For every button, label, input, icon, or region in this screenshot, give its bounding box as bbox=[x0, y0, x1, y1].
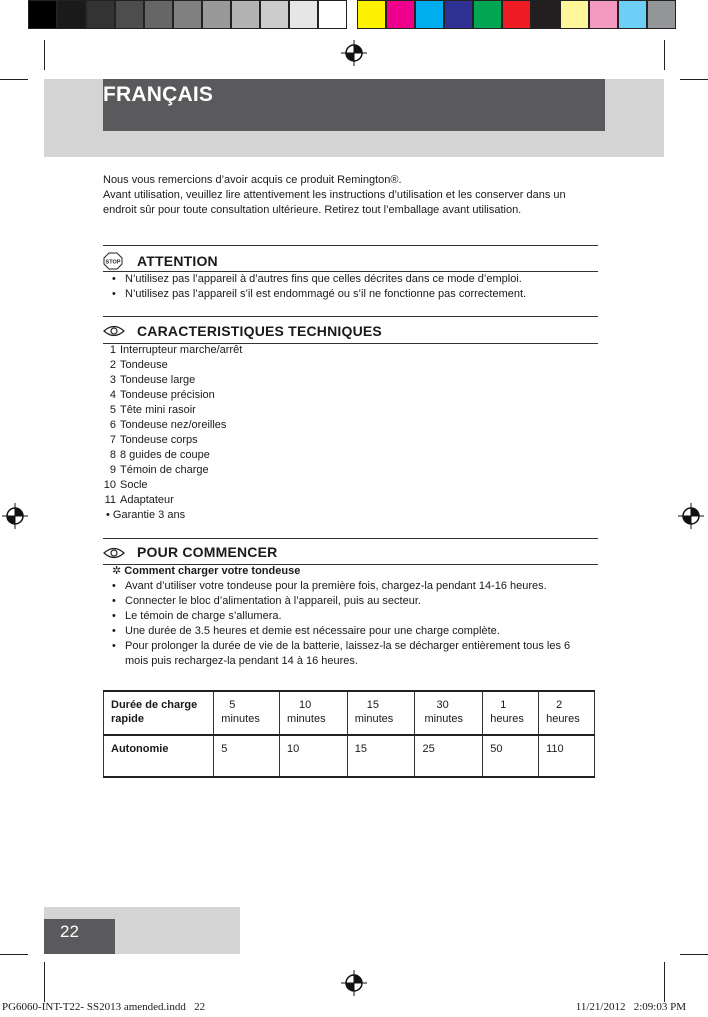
intro-paragraph bbox=[103, 173, 583, 218]
item-label: Tondeuse corps bbox=[120, 434, 198, 446]
item-label: Tondeuse précision bbox=[120, 389, 215, 401]
item-number: 4 bbox=[109, 389, 116, 401]
stop-icon bbox=[103, 252, 123, 270]
registration-mark-icon bbox=[678, 503, 704, 529]
item-number: 8 bbox=[109, 449, 116, 461]
list-item bbox=[94, 358, 242, 373]
section-title-caracteristiques: CARACTERISTIQUES TECHNIQUES bbox=[137, 323, 382, 339]
list-item: • Pour prolonger la durée de vie de la batterie, laissez-la se décharger entièrement tous les 6 mois puis rechargez-la pendant 14 à 16 heures. bbox=[103, 639, 593, 669]
section-title-attention: ATTENTION bbox=[137, 253, 218, 269]
page-number-box bbox=[44, 919, 115, 954]
list-item: • N’utilisez pas l’appareil s’il est endommagé ou s’il ne fonctionne pas correctement. bbox=[103, 287, 598, 302]
color-swatch bbox=[144, 0, 173, 29]
crop-mark bbox=[680, 954, 708, 955]
color-swatch bbox=[473, 0, 502, 29]
table-cell bbox=[214, 691, 280, 735]
registration-mark-icon bbox=[341, 40, 367, 66]
cell-value: 5 bbox=[229, 699, 236, 711]
features-list bbox=[94, 343, 242, 523]
intro-line: Nous vous remercions d’avoir acquis ce produit Remington®. bbox=[103, 174, 402, 186]
cell-value: 2 bbox=[556, 699, 563, 711]
table-cell bbox=[415, 691, 483, 735]
item-number: 3 bbox=[109, 374, 116, 386]
eye-icon bbox=[103, 324, 125, 338]
table-header-cell: Durée de charge rapide bbox=[104, 691, 214, 735]
subsection-title-text: Comment charger votre tondeuse bbox=[124, 565, 301, 577]
color-swatch bbox=[589, 0, 618, 29]
table-cell bbox=[483, 691, 539, 735]
table-cell bbox=[280, 691, 348, 735]
color-swatch bbox=[231, 0, 260, 29]
table-cell: 5 bbox=[214, 735, 280, 777]
table-cell: 15 bbox=[347, 735, 415, 777]
cell-value: 15 bbox=[366, 699, 380, 711]
cell-unit: heures bbox=[490, 713, 524, 725]
cell-unit: heures bbox=[546, 713, 580, 725]
list-item bbox=[94, 403, 242, 418]
color-swatch bbox=[202, 0, 231, 29]
table-cell: 110 bbox=[539, 735, 595, 777]
list-item: • N’utilisez pas l’appareil à d’autres fins que celles décrites dans ce mode d’emploi. bbox=[103, 272, 598, 287]
registration-mark-icon bbox=[341, 970, 367, 996]
section-divider bbox=[103, 245, 598, 246]
crop-mark bbox=[664, 40, 665, 70]
color-swatch bbox=[415, 0, 444, 29]
color-swatch bbox=[86, 0, 115, 29]
charge-table bbox=[103, 690, 595, 778]
list-item bbox=[94, 448, 242, 463]
color-swatch bbox=[173, 0, 202, 29]
list-item: • Connecter le bloc d’alimentation à l’appareil, puis au secteur. bbox=[103, 594, 593, 609]
item-label: Tondeuse nez/oreilles bbox=[120, 419, 227, 431]
item-label: Tête mini rasoir bbox=[120, 404, 196, 416]
list-item bbox=[94, 493, 242, 508]
swatch-gap bbox=[347, 0, 357, 31]
registration-mark-icon bbox=[2, 503, 28, 529]
list-item: • Le témoin de charge s’allumera. bbox=[103, 609, 593, 624]
item-label: Tondeuse bbox=[120, 359, 168, 371]
color-swatch bbox=[28, 0, 57, 29]
item-number: 6 bbox=[109, 419, 116, 431]
section-divider bbox=[103, 316, 598, 317]
cell-value: 1 bbox=[500, 699, 507, 711]
color-swatch bbox=[386, 0, 415, 29]
table-cell: 25 bbox=[415, 735, 483, 777]
list-item bbox=[94, 418, 242, 433]
item-label: Socle bbox=[120, 479, 148, 491]
cell-unit: minutes bbox=[424, 713, 464, 725]
table-header-cell: Autonomie bbox=[104, 735, 214, 777]
item-label: Adaptateur bbox=[120, 494, 174, 506]
item-number: 5 bbox=[109, 404, 116, 416]
item-number: 11 bbox=[104, 494, 116, 506]
color-swatch bbox=[357, 0, 386, 29]
cell-value: 30 bbox=[436, 699, 449, 711]
item-label: Témoin de charge bbox=[120, 464, 209, 476]
list-item bbox=[94, 433, 242, 448]
color-swatch bbox=[260, 0, 289, 29]
subsection-title bbox=[112, 564, 300, 579]
table-row bbox=[104, 691, 595, 735]
footer-filename: PG6060-INT-T22- SS2013 amended.indd 22 bbox=[2, 1001, 206, 1013]
item-label: 8 guides de coupe bbox=[120, 449, 210, 461]
color-swatch bbox=[647, 0, 676, 29]
color-swatch bbox=[115, 0, 144, 29]
table-cell: 50 bbox=[483, 735, 539, 777]
page-title: FRANÇAIS bbox=[103, 83, 214, 106]
item-label: Interrupteur marche/arrêt bbox=[120, 344, 243, 356]
cell-unit: minutes bbox=[221, 713, 260, 725]
item-number: 7 bbox=[109, 434, 116, 446]
footer-timestamp: 11/21/2012 2:09:03 PM bbox=[575, 1001, 686, 1013]
table-cell: 10 bbox=[280, 735, 348, 777]
cell-value: 10 bbox=[299, 699, 312, 711]
color-swatch bbox=[444, 0, 473, 29]
color-swatch bbox=[57, 0, 86, 29]
list-item: • Avant d’utiliser votre tondeuse pour la première fois, chargez-la pendant 14-16 heures. bbox=[103, 579, 593, 594]
warranty-label: Garantie 3 ans bbox=[112, 509, 186, 521]
color-swatch bbox=[502, 0, 531, 29]
item-number: 1 bbox=[109, 344, 116, 356]
commencer-list bbox=[103, 579, 593, 669]
list-item bbox=[94, 463, 242, 478]
list-item bbox=[94, 388, 242, 403]
crop-mark bbox=[664, 962, 665, 1002]
crop-mark bbox=[44, 40, 45, 70]
printer-color-bar bbox=[28, 0, 676, 31]
warranty-item: • Garantie 3 ans bbox=[106, 509, 186, 521]
crop-mark bbox=[44, 962, 45, 1002]
crop-mark bbox=[680, 79, 708, 80]
item-number: 2 bbox=[109, 359, 116, 371]
table-cell bbox=[539, 691, 595, 735]
eye-icon bbox=[103, 546, 125, 560]
color-swatch bbox=[531, 0, 560, 29]
cell-unit: minutes bbox=[354, 713, 394, 725]
crop-mark bbox=[0, 79, 28, 80]
stop-icon-text: STOP bbox=[105, 259, 121, 266]
crop-mark bbox=[0, 954, 28, 955]
page-number: 22 bbox=[60, 922, 79, 941]
table-cell bbox=[347, 691, 415, 735]
item-number: 9 bbox=[109, 464, 116, 476]
color-swatch bbox=[560, 0, 589, 29]
color-swatch bbox=[289, 0, 318, 29]
section-title-commencer: POUR COMMENCER bbox=[137, 544, 278, 560]
item-label: Tondeuse large bbox=[120, 374, 196, 386]
section-divider bbox=[103, 538, 598, 539]
color-swatch bbox=[318, 0, 347, 29]
list-item: • Une durée de 3.5 heures et demie est nécessaire pour une charge complète. bbox=[103, 624, 593, 639]
color-swatch bbox=[618, 0, 647, 29]
list-item bbox=[94, 343, 242, 358]
attention-list bbox=[103, 272, 598, 302]
table-row bbox=[104, 735, 595, 777]
list-item bbox=[94, 373, 242, 388]
intro-line: Avant utilisation, veuillez lire attentivement les instructions d’utilisation et les conserver dans un endroit sûr pour toute consultation ultérieure. Retirez tout l’emballage avant utilisation. bbox=[103, 189, 566, 216]
cell-unit: minutes bbox=[287, 713, 326, 725]
list-item bbox=[94, 478, 242, 493]
item-number: 10 bbox=[103, 479, 116, 491]
gear-icon: ✲ bbox=[112, 565, 122, 577]
